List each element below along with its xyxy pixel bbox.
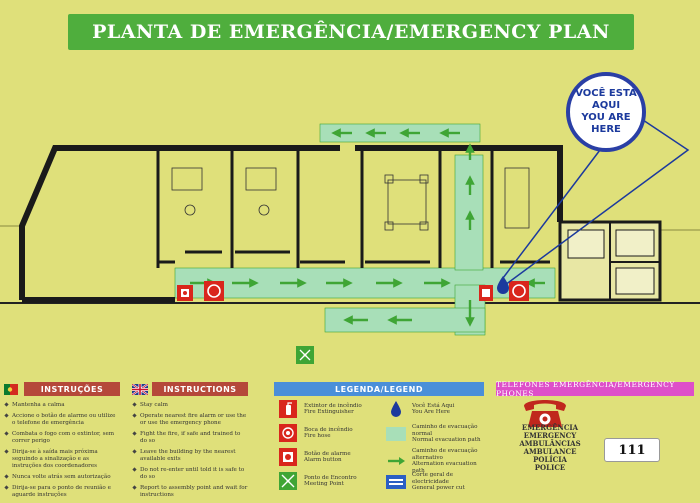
list-item: Do not re-enter until told it is safe to do so [132, 467, 248, 481]
instrucoes-heading: INSTRUÇÕES [24, 382, 120, 396]
legend-en: Fire hose [304, 433, 331, 439]
fire-hose-sign-plan [204, 281, 224, 301]
label-policia: POLÍCIA [533, 455, 567, 464]
list-item: Report to assembly point and wait for instructions [132, 485, 248, 499]
label-emergency: EMERGENCY [523, 431, 577, 440]
alarm-button-sign-plan-2 [479, 285, 493, 301]
instructions-list [132, 402, 248, 499]
legend-en: Meeting Point [304, 481, 344, 487]
meeting-point-sign [296, 346, 314, 364]
legend-en: Fire Extinguisher [304, 409, 354, 415]
alarm-button-icon [278, 448, 298, 466]
legend-item [278, 424, 378, 442]
legend-en: Alarm button [304, 457, 342, 463]
plan-title-text: PLANTA DE EMERGÊNCIA/EMERGENCY PLAN [92, 21, 610, 43]
list-item: Combata o fogo com o extintor, sem correr perigo [4, 431, 120, 445]
label-ambulance: AMBULANCE [523, 447, 577, 456]
alarm-button-sign-plan [177, 285, 193, 301]
instrucoes-list [4, 402, 120, 499]
legend-item [278, 448, 378, 466]
list-item: Fight the fire, if safe and trained to do so [132, 431, 248, 445]
legend-pt: Extintor de incêndio [304, 402, 362, 409]
fire-hose-icon [278, 424, 298, 442]
badge-line-4: HERE [591, 124, 621, 135]
legend-item [278, 472, 378, 490]
legend-pt: Ponto de Encontro [304, 474, 357, 481]
list-item: Stay calm [132, 402, 248, 409]
phones-panel [496, 382, 694, 496]
label-police: POLICE [534, 463, 566, 472]
list-item: Mantenha a calma [4, 402, 120, 409]
legend-pt: Você Está Aqui [412, 402, 455, 409]
normal-route-icon [386, 425, 406, 443]
legend-en: Alternation evacuation path [412, 461, 477, 474]
legend-pt: Caminho de evacuação normal [412, 424, 478, 437]
phones-heading: TELEFONES EMERGÊNCIA/EMERGENCY PHONES [496, 382, 694, 396]
alternative-route-icon [386, 452, 406, 470]
meeting-point-icon [278, 472, 298, 490]
fire-extinguisher-icon [278, 400, 298, 418]
power-cut-icon [386, 473, 406, 491]
legend-pt: Corte geral de electricidade [412, 472, 454, 485]
badge-line-1: VOCÊ ESTÁ [575, 88, 637, 99]
fire-hose-sign-plan-2 [509, 281, 529, 301]
legend-item [386, 424, 484, 444]
badge-line-2: AQUI [591, 100, 621, 111]
instructions-panel [132, 382, 248, 503]
label-emergencia: EMERGÊNCIA [521, 423, 579, 432]
legend-pt: Boca de incêndio [304, 426, 353, 433]
phone-labels [516, 424, 584, 472]
emergency-number-text: 111 [618, 442, 646, 458]
instrucoes-panel [4, 382, 120, 503]
badge-line-3: YOU ARE [581, 112, 631, 123]
legend-item [386, 448, 484, 474]
list-item: Operate nearest fire alarm or use the or use the emergency phone [132, 413, 248, 427]
route-band-up [455, 155, 483, 270]
legend-pt: Botão de alarme [304, 450, 351, 457]
legend-heading: LEGENDA/LEGEND [274, 382, 484, 396]
legend-en: You Are Here [412, 409, 450, 415]
emergency-number [604, 438, 660, 462]
list-item: Accione o botão de alarme ou utilize o telefone de emergência [4, 413, 120, 427]
you-are-here-drop-icon [386, 400, 406, 418]
instructions-heading: INSTRUCTIONS [152, 382, 248, 396]
list-item: Nunca volte atrás sem autorização [4, 474, 120, 481]
legend-en: Normal evacuation path [412, 437, 481, 443]
list-item: Dirija-se à saída mais próxima seguindo a sinalização e as instruções dos coordenadores [4, 449, 120, 470]
legend-item [278, 400, 378, 418]
legend-item [386, 472, 484, 492]
list-item: Dirija-se para o ponto de reunião e aguarde instruções [4, 485, 120, 499]
legend-en: General power cut [412, 485, 465, 491]
you-are-here-badge [566, 72, 646, 152]
list-item: Leave the building by the nearest available exits [132, 449, 248, 463]
portugal-flag-icon [4, 384, 18, 395]
legend-panel [274, 382, 484, 496]
uk-flag-icon [132, 384, 148, 395]
legend-pt: Caminho de evacuação alternativo [412, 448, 478, 461]
legend-item [386, 400, 484, 418]
label-ambulancias: AMBULÂNCIAS [519, 439, 581, 448]
